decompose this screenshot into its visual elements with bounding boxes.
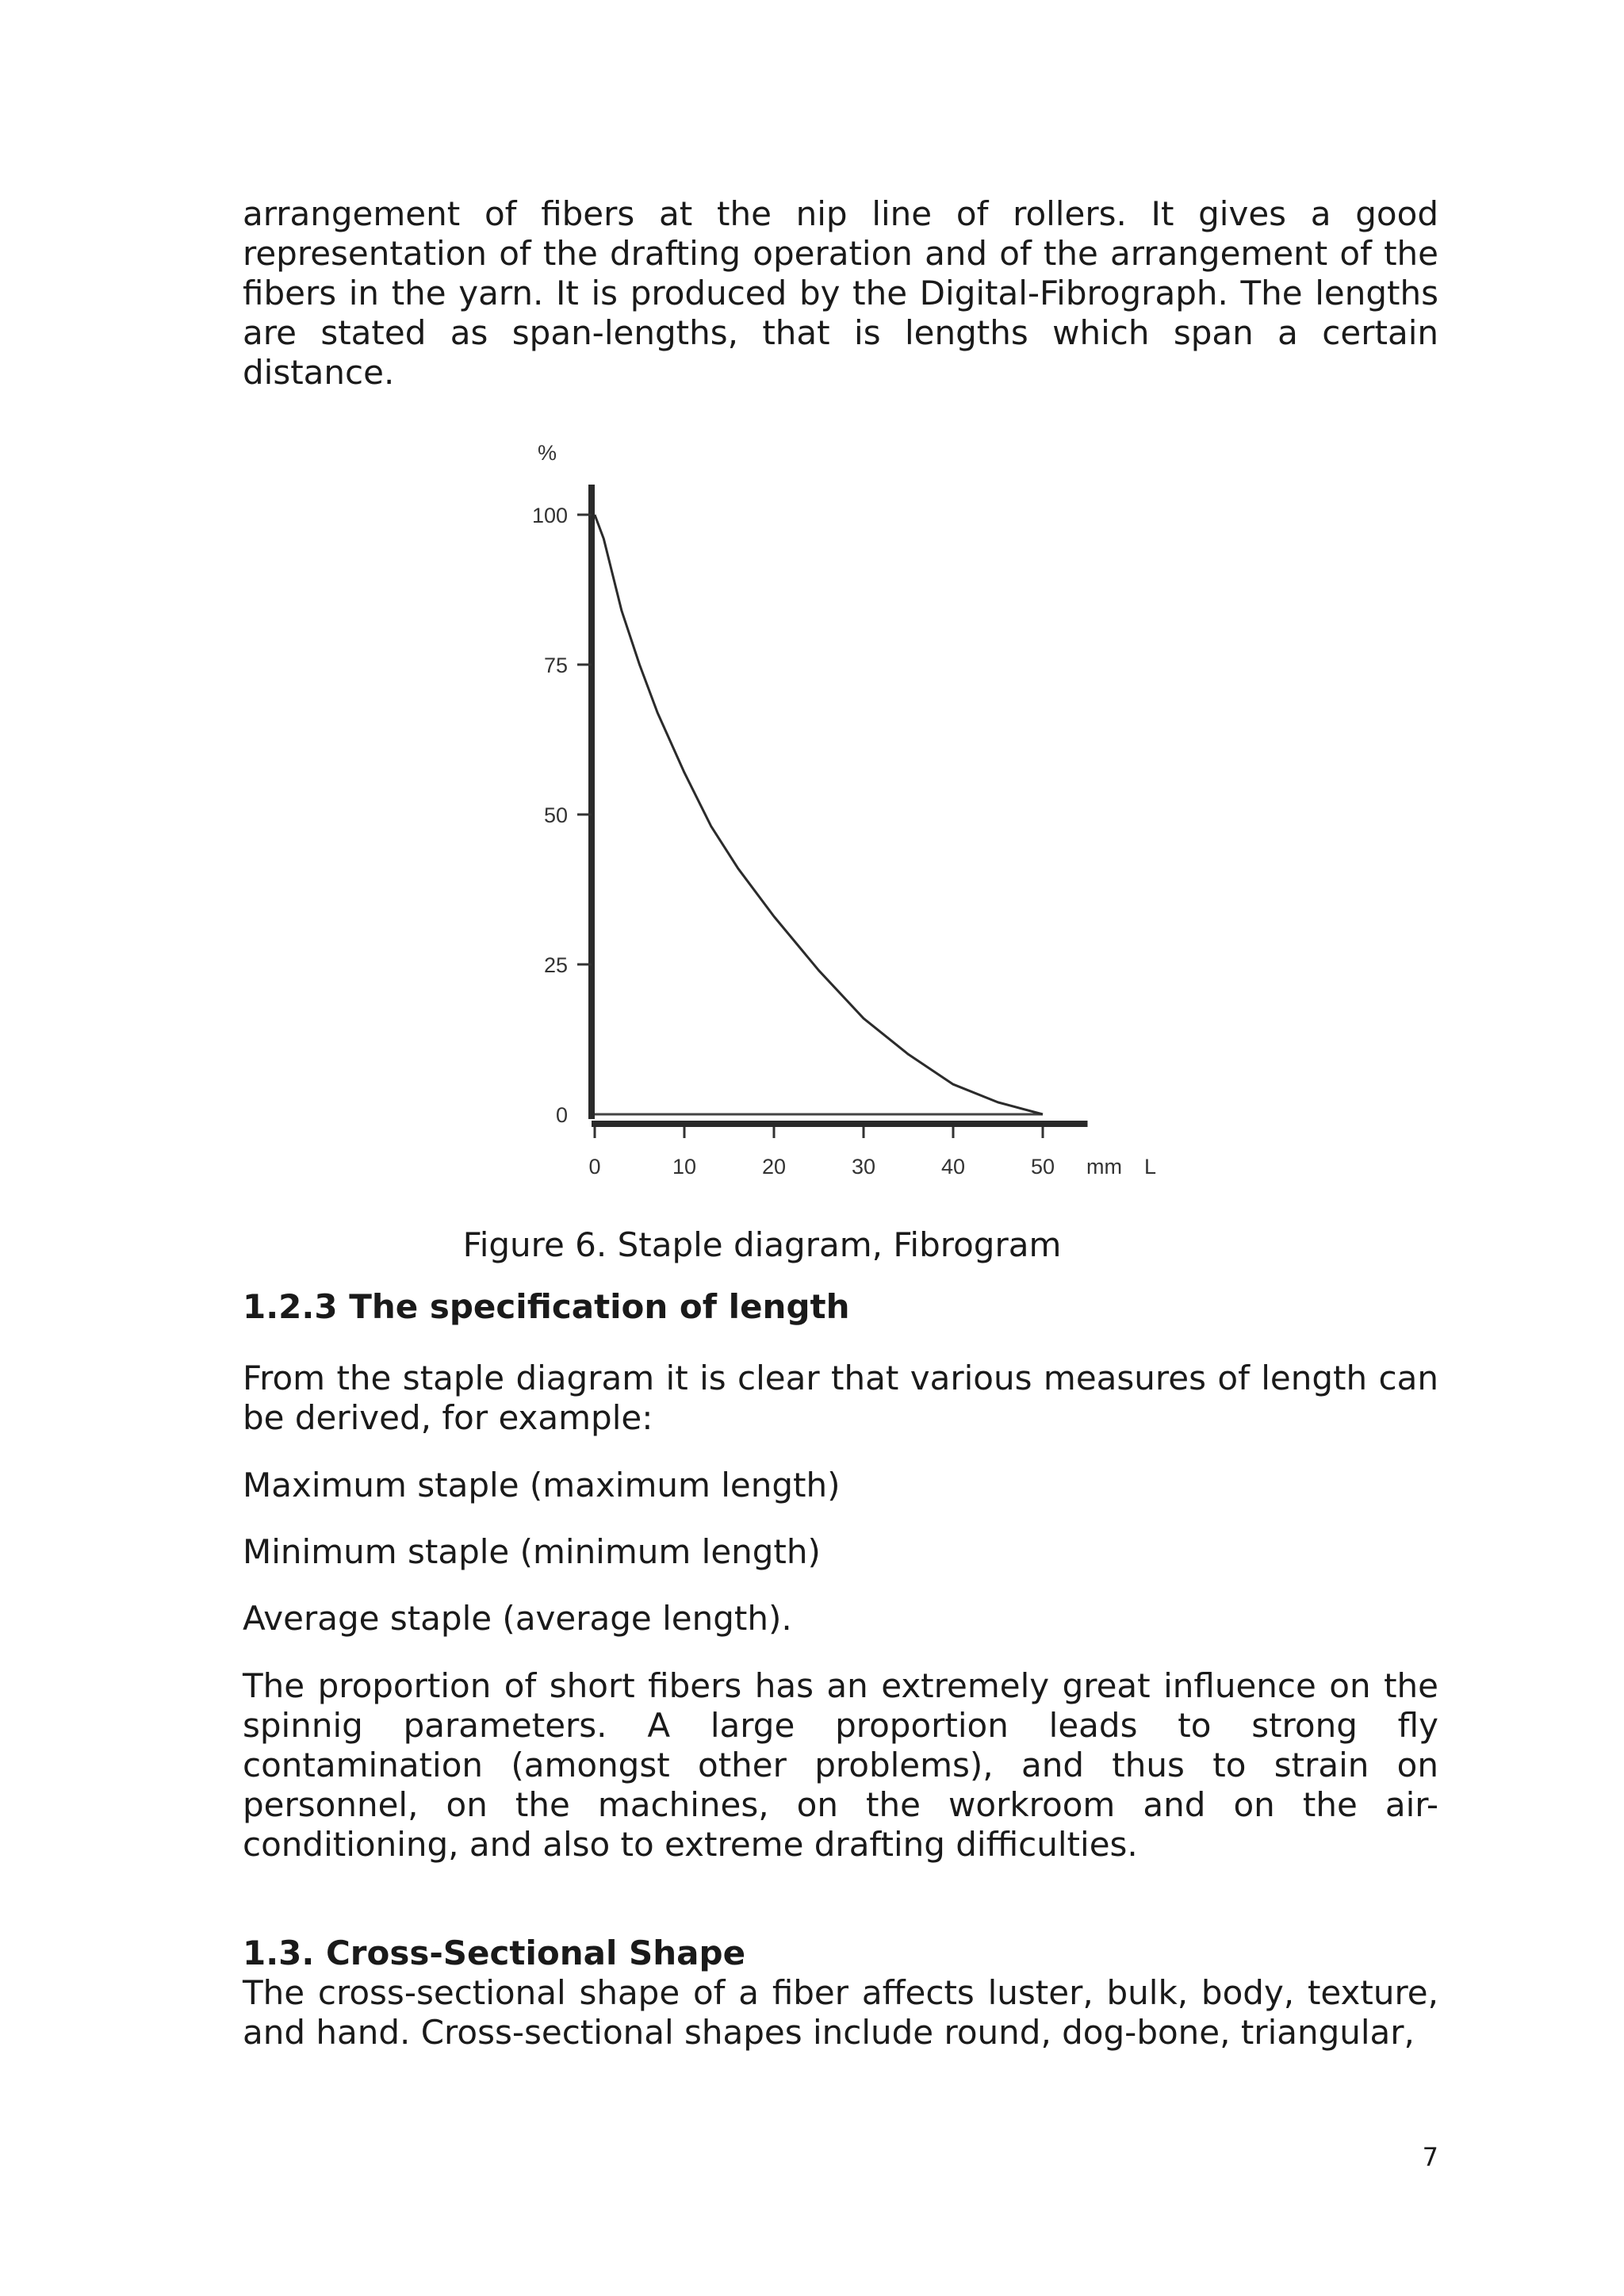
derivation-paragraph: From the staple diagram it is clear that various measures of length can be derived, for example:: [243, 1359, 1438, 1437]
intro-paragraph: arrangement of fibers at the nip line of rollers. It gives a good representation of the drafting operation and of the arrangement of the fibers in the yarn. It is produced by the Digital-Fibrograph. The lengths are stated as span-lengths, that is lengths which span a certain distance.: [243, 194, 1438, 392]
x-tick-label: 50: [1030, 1155, 1055, 1179]
cross-section-paragraph: The cross-sectional shape of a fiber affects luster, bulk, body, texture, and hand. Cross-sectional shapes include round, dog-bone, triangular,: [243, 1973, 1438, 2052]
fibrogram-chart: [476, 428, 1189, 1205]
short-fibers-paragraph: The proportion of short fibers has an extremely great influence on the spinnig parameters. A large proportion leads to strong fly contamination (amongst other problems), and thus to strain on personnel, on the machines, on the workroom and on the air-conditioning, and also to extreme drafting difficulties.: [243, 1666, 1438, 1864]
staple-diagram-figure: [476, 428, 1189, 1205]
y-tick-label: 75: [543, 654, 568, 677]
y-unit-label: %: [538, 441, 557, 465]
y-tick-label: 25: [543, 953, 568, 977]
x-tick-label: 30: [851, 1155, 876, 1179]
list-item-maximum: Maximum staple (maximum length): [243, 1466, 841, 1504]
y-tick-label: 100: [531, 504, 568, 527]
list-item-average: Average staple (average length).: [243, 1599, 792, 1638]
figure-caption: Figure 6. Staple diagram, Fibrogram: [462, 1225, 1062, 1264]
x-tick-label: 0: [588, 1155, 601, 1179]
section-heading-length: 1.2.3 The specification of length: [243, 1287, 850, 1326]
y-tick-label: 50: [543, 803, 568, 827]
x-tick-label: 40: [940, 1155, 966, 1179]
page-number: 7: [1422, 2142, 1438, 2172]
fibrogram-curve: [595, 515, 1043, 1114]
x-unit-label: mm: [1086, 1155, 1122, 1179]
y-tick-label: 0: [555, 1103, 568, 1127]
x-tick-label: 10: [672, 1155, 697, 1179]
figure-caption-row: [0, 1225, 1624, 1265]
x-symbol-label: L: [1144, 1155, 1157, 1179]
section-heading-cross-section: 1.3. Cross-Sectional Shape: [243, 1934, 746, 1972]
x-tick-label: 20: [761, 1155, 787, 1179]
list-item-minimum: Minimum staple (minimum length): [243, 1532, 821, 1571]
